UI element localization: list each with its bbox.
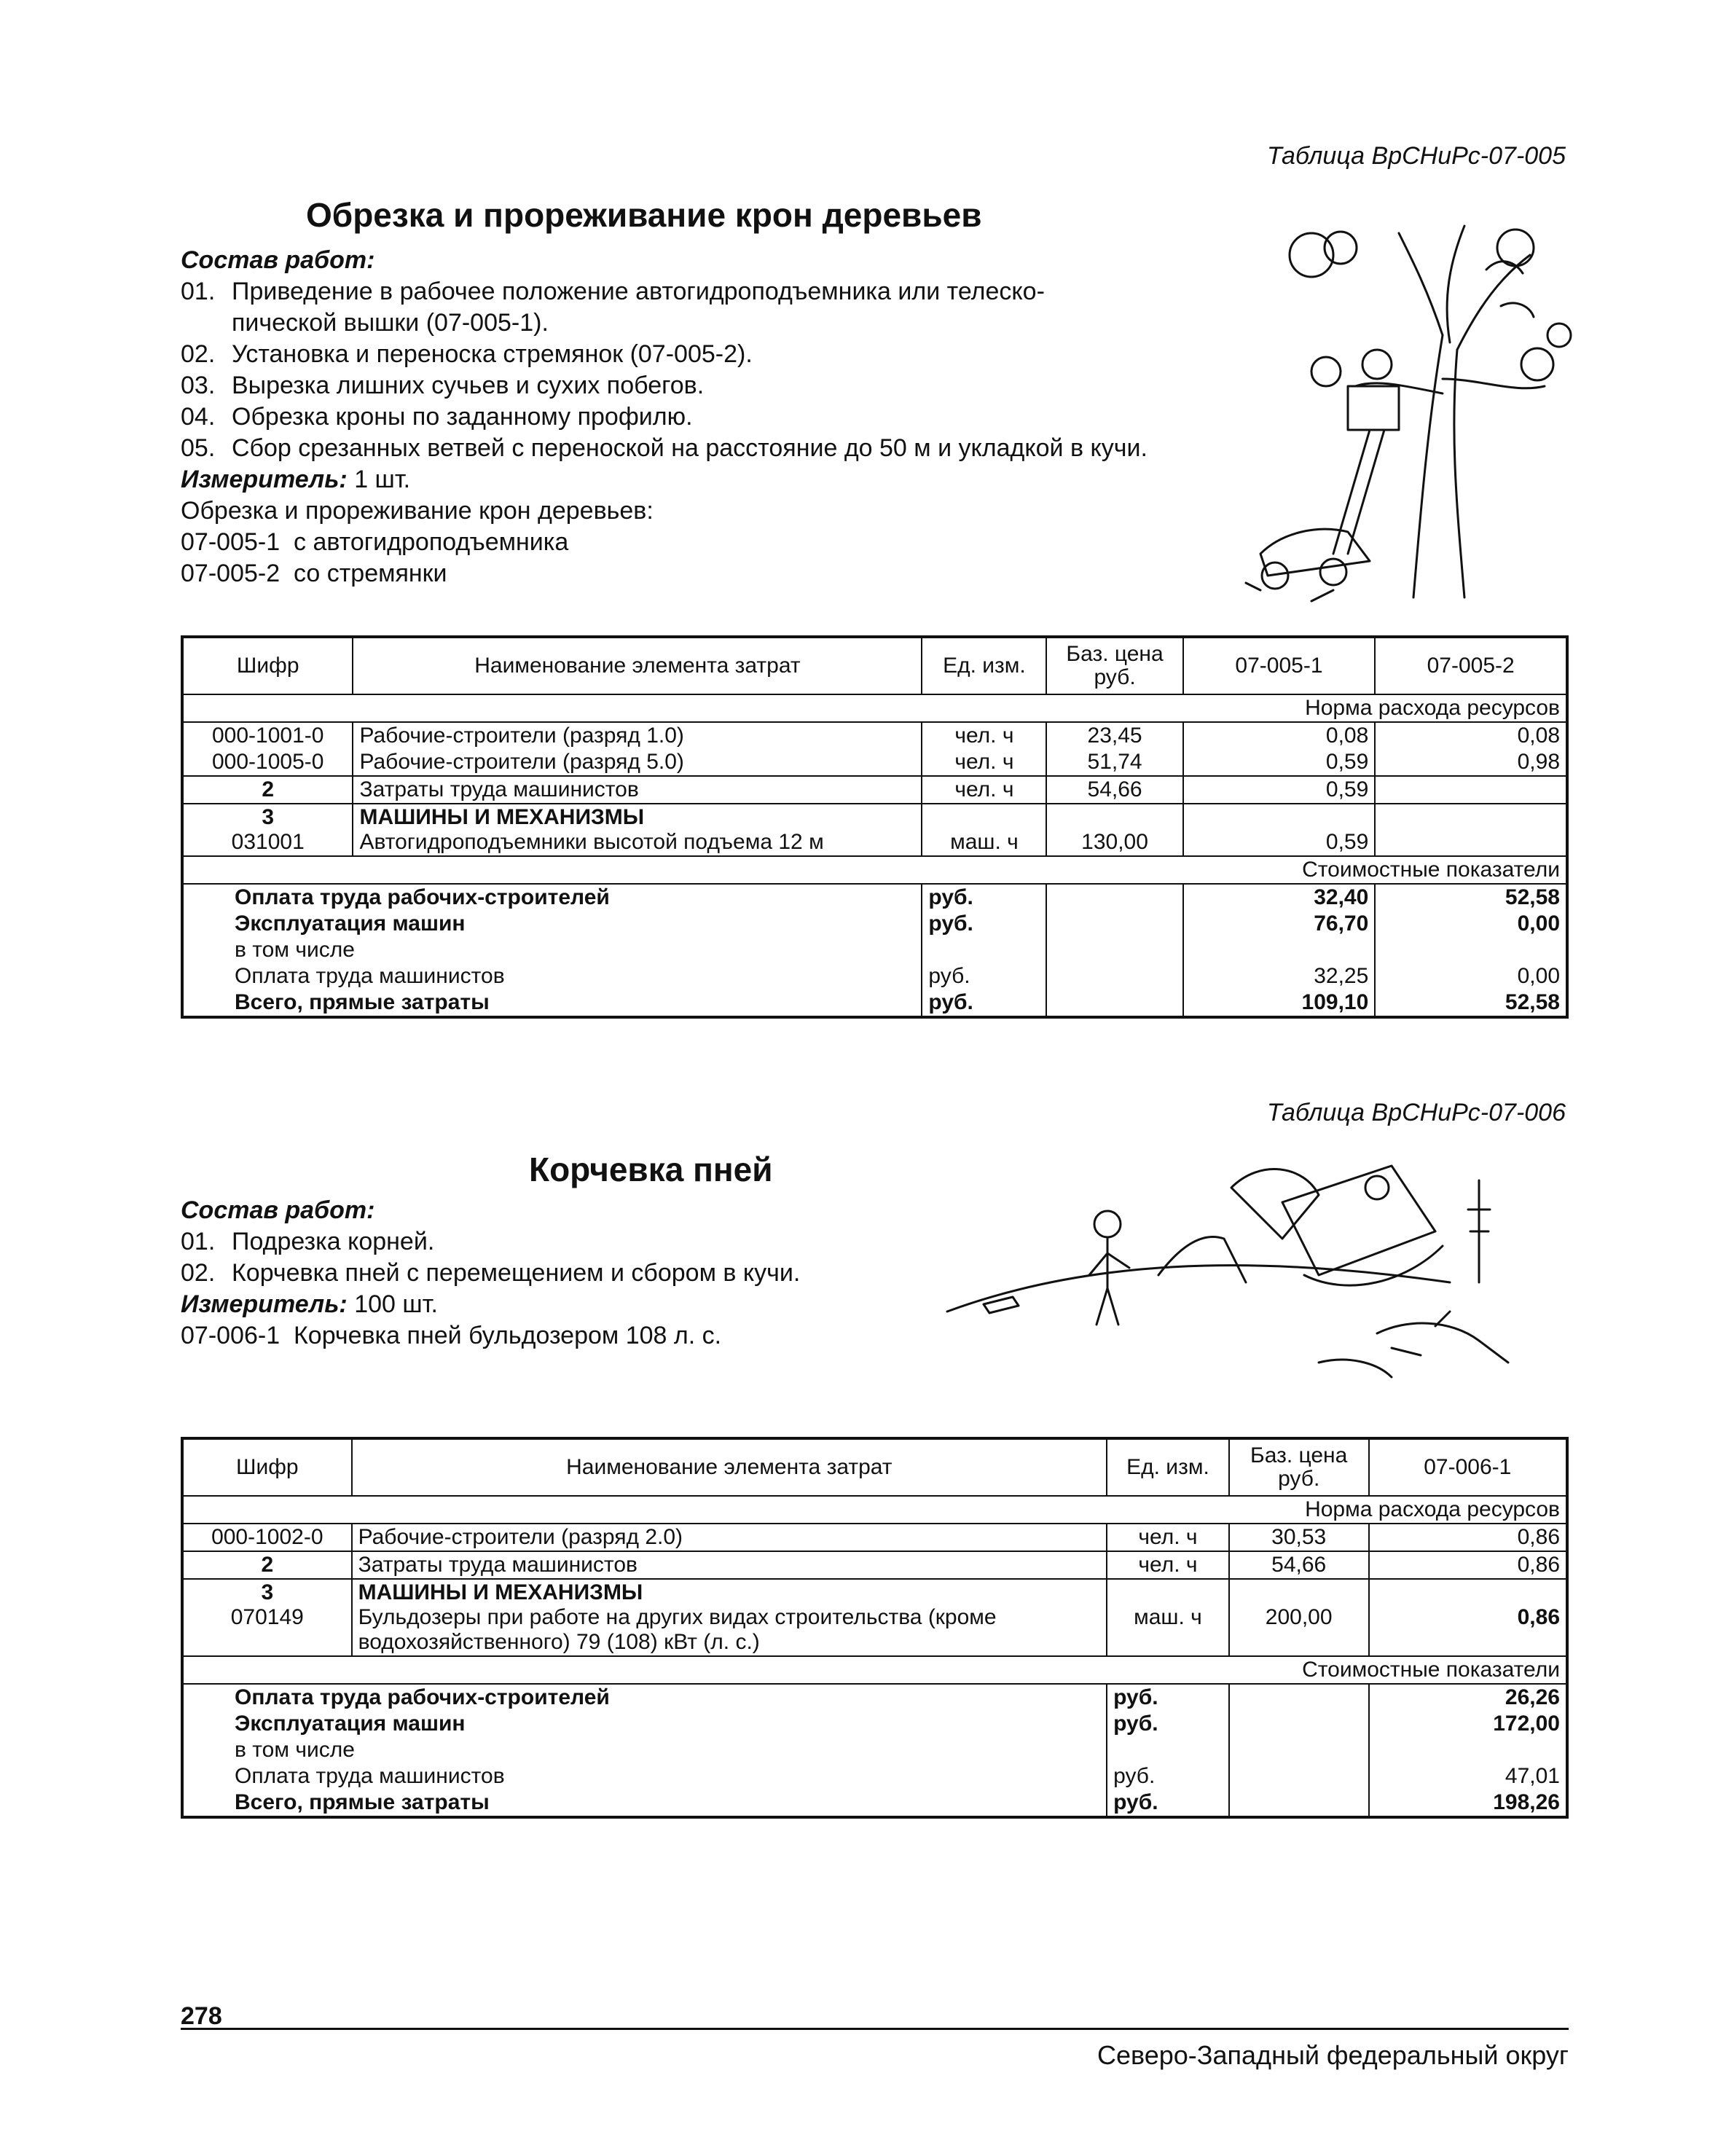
- cost-row: в том числе: [182, 1737, 1567, 1763]
- col-header: Шифр: [182, 1438, 352, 1496]
- col-header: Ед. изм.: [1107, 1438, 1229, 1496]
- composition-label: Состав работ:: [181, 246, 375, 274]
- section-row-norms: Норма расхода ресурсов: [182, 694, 1567, 722]
- table-row: 2 Затраты труда машинистов чел. ч 54,66 0,86: [182, 1551, 1567, 1579]
- table-row: 000-1005-0 Рабочие-строители (разряд 5.0) чел. ч 51,74 0,59 0,98: [182, 749, 1567, 776]
- work-item: 04. Обрезка кроны по заданному профилю.: [181, 403, 693, 431]
- section2-text: [181, 1195, 931, 1352]
- subtitle: Обрезка и прореживание крон деревьев:: [181, 497, 654, 525]
- cost-row: Эксплуатация машин руб. 76,70 0,00: [182, 911, 1567, 937]
- cost-row: Оплата труда машинистов руб. 47,01: [182, 1763, 1567, 1790]
- work-item: 01. Подрезка корней.: [181, 1228, 435, 1255]
- cost-row-total: Всего, прямые затраты руб. 109,10 52,58: [182, 989, 1567, 1017]
- col-header: Наименование элемента затрат: [352, 1438, 1107, 1496]
- cost-row: Оплата труда машинистов руб. 32,25 0,00: [182, 963, 1567, 989]
- section1-text: [181, 245, 1150, 589]
- table-row: 3 070149 МАШИНЫ И МЕХАНИЗМЫ Бульдозеры при работе на других видах строительства (кроме водохозяйственного) 79 (108) кВт (л. с.) маш. ч 200,00 0,86: [182, 1579, 1567, 1656]
- col-header: Баз. цена руб.: [1046, 637, 1182, 694]
- section-title-tree-pruning: Обрезка и прореживание крон деревьев: [306, 196, 982, 234]
- col-header: 07-006-1: [1369, 1438, 1567, 1496]
- cost-row-total: Всего, прямые затраты руб. 198,26: [182, 1790, 1567, 1817]
- meter-line: Измеритель: 1 шт.: [181, 466, 411, 493]
- footer-divider: [181, 2028, 1569, 2030]
- col-header: Наименование элемента затрат: [353, 637, 922, 694]
- work-item: 03. Вырезка лишних сучьев и сухих побегов.: [181, 372, 705, 399]
- section-row-costs: Стоимостные показатели: [182, 1656, 1567, 1684]
- composition-label: Состав работ:: [181, 1196, 375, 1224]
- table-header-row: [182, 637, 1567, 694]
- cost-row: Эксплуатация машин руб. 172,00: [182, 1711, 1567, 1737]
- section-row-norms: Норма расхода ресурсов: [182, 1496, 1567, 1524]
- section-row-costs: Стоимостные показатели: [182, 856, 1567, 884]
- cost-row: Оплата труда рабочих-строителей руб. 26,26: [182, 1684, 1567, 1711]
- stump-removal-illustration: [940, 1144, 1566, 1392]
- table-row: 000-1002-0 Рабочие-строители (разряд 2.0) чел. ч 30,53 0,86: [182, 1524, 1567, 1551]
- footer-region: Северо-Западный федеральный округ: [1097, 2040, 1569, 2070]
- resource-table-07-005: [181, 635, 1569, 1019]
- table-label-07-006: Таблица ВрСНиРс-07-006: [1266, 1099, 1566, 1126]
- table-header-row: [182, 1438, 1567, 1496]
- work-item: 02. Установка и переноска стремянок (07-005-2).: [181, 340, 753, 368]
- work-item: 02. Корчевка пней с перемещением и сбором в кучи.: [181, 1259, 801, 1287]
- code-line: 07-005-2 со стремянки: [181, 560, 447, 587]
- col-header: 07-005-1: [1183, 637, 1376, 694]
- col-header: 07-005-2: [1375, 637, 1567, 694]
- tree-pruning-illustration: [1224, 204, 1574, 612]
- table-row: 000-1001-0 Рабочие-строители (разряд 1.0) чел. ч 23,45 0,08 0,08: [182, 722, 1567, 749]
- col-header: Шифр: [182, 637, 353, 694]
- cost-row: в том числе: [182, 937, 1567, 963]
- col-header: Баз. цена руб.: [1229, 1438, 1369, 1496]
- section-title-stump-removal: Корчевка пней: [529, 1150, 773, 1188]
- code-line: 07-005-1 с автогидроподъемника: [181, 528, 569, 556]
- work-item: 05. Сбор срезанных ветвей с переноской на расстояние до 50 м и укладкой в кучи.: [181, 434, 1148, 462]
- code-line: 07-006-1 Корчевка пней бульдозером 108 л. с.: [181, 1322, 722, 1349]
- col-header: Ед. изм.: [922, 637, 1046, 694]
- table-row: 3 031001 МАШИНЫ И МЕХАНИЗМЫ Автогидроподъемники высотой подъема 12 м маш. ч 130,00 0,59: [182, 804, 1567, 856]
- table-row: 2 Затраты труда машинистов чел. ч 54,66 0,59: [182, 776, 1567, 804]
- page-number: 278: [181, 2002, 222, 2030]
- resource-table-07-006: [181, 1437, 1569, 1819]
- meter-line: Измеритель: 100 шт.: [181, 1290, 438, 1318]
- cost-row: Оплата труда рабочих-строителей руб. 32,40 52,58: [182, 884, 1567, 911]
- work-item: 01. Приведение в рабочее положение автогидроподъемника или телеско-пической вышки (07-005-1).: [181, 278, 1045, 337]
- table-label-07-005: Таблица ВрСНиРс-07-005: [1266, 142, 1566, 170]
